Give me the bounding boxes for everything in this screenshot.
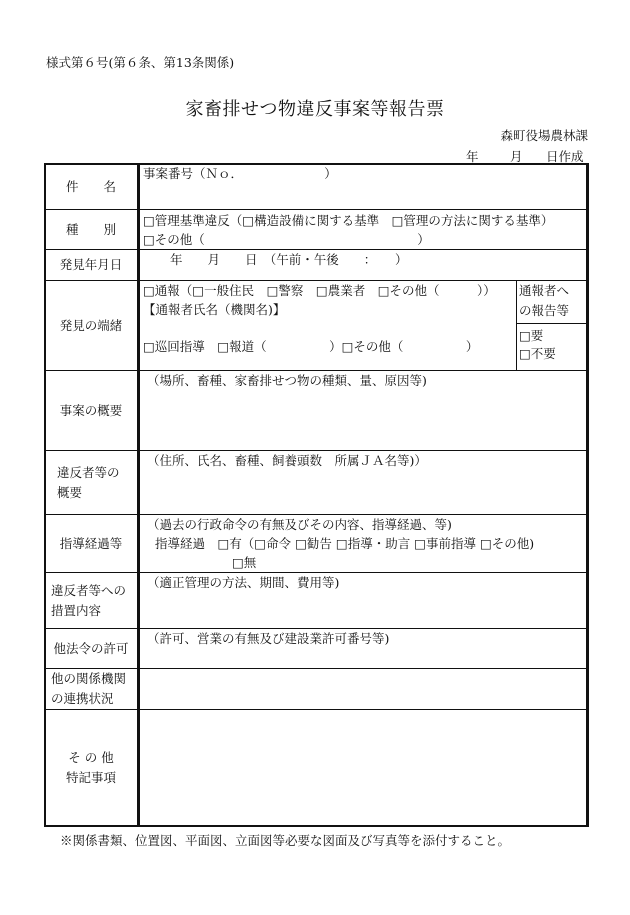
field-agency-cooperation[interactable] (139, 669, 589, 710)
label-other-law-permits: 他法令の許可 (45, 629, 139, 669)
label-agency-cooperation (45, 669, 139, 710)
label-category: 種 別 (45, 210, 139, 250)
violator-summary-label-1: 違反者等の (57, 464, 120, 480)
field-guidance-history[interactable] (139, 515, 589, 573)
other-law-permits-hint: （許可、営業の有無及び建設業許可番号等) (147, 631, 390, 646)
measures-label-1: 違反者等への (51, 582, 127, 598)
violator-summary-label-2: 概要 (57, 484, 83, 500)
trigger-line-2: 【通報者氏名（機関名)】 (143, 302, 286, 317)
agency-cooperation-label-1: 他の関係機関 (51, 671, 127, 686)
label-case-name: 件 名 (45, 164, 139, 210)
field-discovery-date[interactable] (139, 250, 589, 281)
label-measures (45, 573, 139, 629)
category-line-1: □管理基準違反（□構造設備に関する基準 □管理の方法に関する基準） (143, 213, 554, 228)
field-other-remarks[interactable] (139, 710, 589, 827)
date-month: 月 (510, 149, 523, 164)
field-measures[interactable] (139, 573, 589, 629)
case-summary-hint: （場所、畜種、家畜排せつ物の種類、量、原因等) (147, 373, 427, 388)
category-line-2: □その他（ ） (143, 232, 430, 247)
other-remarks-label-2: 特記事項 (65, 770, 116, 785)
trigger-line-3: □巡回指導 □報道（ ）□その他（ ） (143, 339, 479, 354)
row-case-summary (45, 371, 589, 451)
reporter-notice-label-2: の報告等 (519, 303, 570, 318)
field-discovery-trigger[interactable] (139, 281, 517, 371)
field-category[interactable] (139, 210, 589, 250)
reporter-notice-not-required[interactable]: □不要 (519, 346, 556, 361)
row-other-remarks (45, 710, 589, 827)
measures-label-2: 措置内容 (51, 602, 102, 618)
form-number: 様式第６号(第６条、第13条関係) (46, 55, 235, 70)
label-violator-summary (45, 451, 139, 515)
field-case-summary[interactable] (139, 371, 589, 451)
footnote: ※関係書類、位置図、平面図、立面図等必要な図面及び写真等を添付すること。 (60, 833, 511, 848)
date-year: 年 (466, 149, 479, 164)
label-case-summary: 事案の概要 (45, 371, 139, 451)
label-other-remarks (45, 710, 139, 827)
other-remarks-label-1: そ の 他 (68, 750, 114, 765)
guidance-line-3: □無 (232, 555, 257, 570)
label-guidance-history: 指導経過等 (45, 515, 139, 573)
row-case-name (45, 164, 589, 210)
violator-summary-hint: （住所、氏名、畜種、飼養頭数 所属ＪＡ名等)） (147, 453, 427, 468)
guidance-line-2: 指導経過 □有（□命令 □勧告 □指導・助言 □事前指導 □その他) (155, 536, 535, 551)
date-day: 日作成 (546, 149, 584, 164)
row-other-law-permits (45, 629, 589, 669)
row-category (45, 210, 589, 250)
row-agency-cooperation (45, 669, 589, 710)
row-discovery-trigger (45, 281, 589, 371)
agency-cooperation-label-2: の連携状況 (51, 691, 114, 706)
report-form-table (44, 163, 589, 827)
reporter-notice-cell (517, 281, 589, 371)
reporter-notice-header (517, 281, 588, 324)
document-title: 家畜排せつ物違反事案等報告票 (185, 99, 445, 120)
field-case-number[interactable]: 事案番号（Ｎｏ． ） (139, 164, 589, 210)
field-violator-summary[interactable] (139, 451, 589, 515)
guidance-hint: （過去の行政命令の有無及びその内容、指導経過、等) (147, 517, 452, 532)
field-other-law-permits[interactable] (139, 629, 589, 669)
row-violator-summary (45, 451, 589, 515)
row-discovery-date (45, 250, 589, 281)
reporter-notice-required[interactable]: □要 (519, 328, 544, 343)
row-guidance-history (45, 515, 589, 573)
measures-hint: （適正管理の方法、期間、費用等) (147, 575, 340, 590)
discovery-date-value: 年 月 日 （午前・午後 ： ） (170, 252, 408, 267)
reporter-notice-label-1: 通報者へ (519, 283, 570, 298)
department-name: 森町役場農林課 (500, 128, 588, 143)
label-discovery-trigger: 発見の端緒 (45, 281, 139, 371)
row-measures (45, 573, 589, 629)
label-discovery-date: 発見年月日 (45, 250, 139, 281)
trigger-line-1: □通報（□一般住民 □警察 □農業者 □その他（ ）） (143, 283, 496, 298)
